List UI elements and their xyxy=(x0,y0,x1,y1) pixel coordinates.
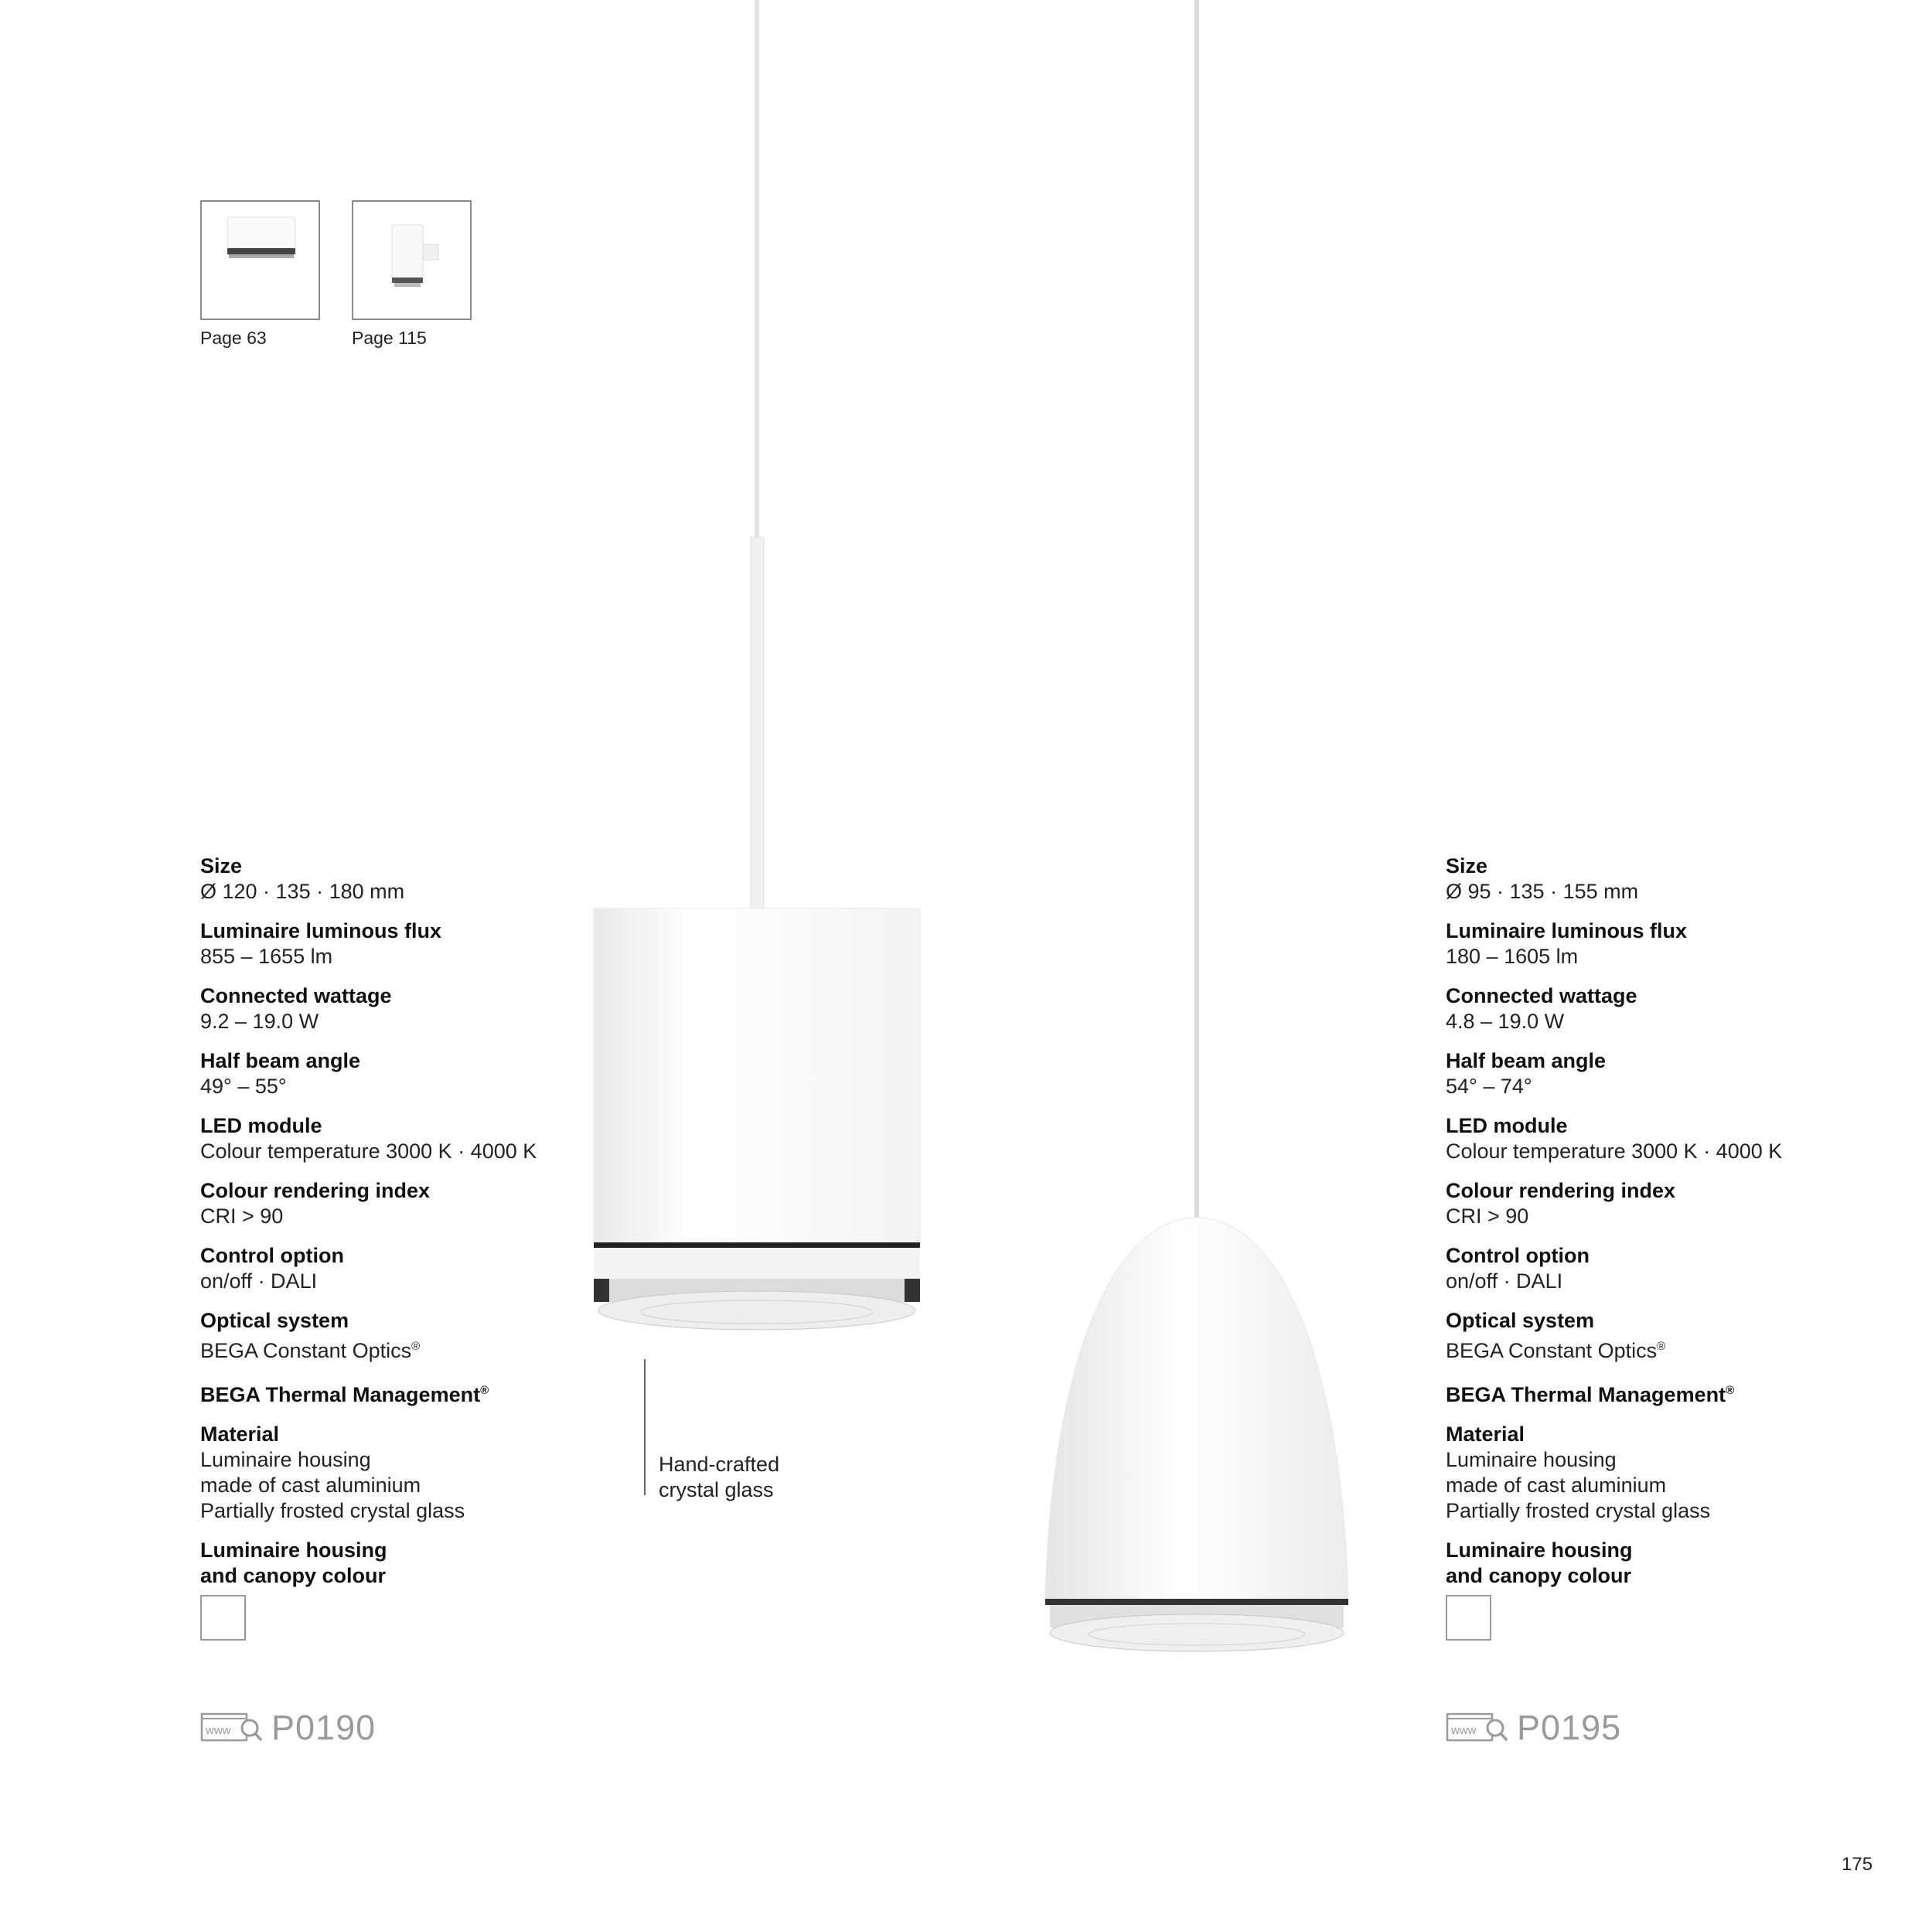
product-code: P0190 xyxy=(271,1708,377,1747)
cylinder-pendant-icon xyxy=(594,0,920,1330)
spec-value: Colour temperature 3000 K · 4000 K xyxy=(200,1140,537,1163)
product-code: P0195 xyxy=(1517,1708,1622,1747)
spec-value: 855 – 1655 lm xyxy=(200,945,333,968)
spec-value: Ø 95 · 135 · 155 mm xyxy=(1446,880,1639,903)
www-search-icon xyxy=(200,1711,264,1745)
svg-text:www: www xyxy=(1451,1724,1477,1737)
spec-heading: Connected wattage xyxy=(1446,984,1637,1007)
spec-value: 54° – 74° xyxy=(1446,1075,1532,1098)
spec-heading: Half beam angle xyxy=(200,1049,361,1072)
spec-heading: Colour rendering index xyxy=(200,1179,431,1202)
spec-value: Luminaire housing made of cast aluminium Partially frosted crystal glass xyxy=(1446,1448,1711,1522)
spec-heading: Luminaire luminous flux xyxy=(200,919,442,942)
thumbnail-label: Page 115 xyxy=(352,328,427,348)
spec-value: 180 – 1605 lm xyxy=(1446,945,1579,968)
wall-luminaire-thumbnail-icon xyxy=(353,202,470,319)
spec-heading: BEGA Thermal Management® xyxy=(1446,1383,1735,1406)
spec-heading: Material xyxy=(1446,1423,1525,1446)
spec-heading: BEGA Thermal Management® xyxy=(200,1383,489,1406)
spec-value: 49° – 55° xyxy=(200,1075,287,1098)
product-code-link-p0195[interactable] xyxy=(1446,1705,1621,1751)
spec-value: BEGA Constant Optics® xyxy=(1446,1339,1666,1362)
thumbnail-page-63[interactable] xyxy=(200,200,320,320)
registered-mark: ® xyxy=(480,1384,489,1397)
spec-heading: Control option xyxy=(1446,1244,1590,1267)
dome-pendant-icon xyxy=(1045,0,1348,1651)
spec-heading: Half beam angle xyxy=(1446,1049,1607,1072)
page-number: 175 xyxy=(1842,1854,1873,1875)
thumbnail-page-115[interactable] xyxy=(352,200,472,320)
www-search-icon xyxy=(1446,1711,1509,1745)
spec-heading: Control option xyxy=(200,1244,344,1267)
spec-value: Ø 120 · 135 · 180 mm xyxy=(200,880,405,903)
annotation-leader-line xyxy=(644,1359,646,1495)
spec-value: 9.2 – 19.0 W xyxy=(200,1010,319,1033)
product-code-link-p0190[interactable] xyxy=(200,1705,376,1751)
spec-value: CRI > 90 xyxy=(200,1205,284,1228)
spec-value: Colour temperature 3000 K · 4000 K xyxy=(1446,1140,1783,1163)
ceiling-luminaire-thumbnail-icon xyxy=(202,202,319,319)
spec-heading: LED module xyxy=(200,1114,322,1137)
thumbnail-label: Page 63 xyxy=(200,328,267,348)
product-specs-p0190 xyxy=(200,854,633,1654)
spec-heading: Luminaire luminous flux xyxy=(1446,919,1688,942)
registered-mark: ® xyxy=(1726,1384,1735,1397)
spec-value: 4.8 – 19.0 W xyxy=(1446,1010,1565,1033)
spec-value: CRI > 90 xyxy=(1446,1205,1529,1228)
spec-heading: Optical system xyxy=(200,1309,349,1332)
spec-heading: Colour rendering index xyxy=(1446,1179,1676,1202)
spec-heading: Material xyxy=(200,1423,280,1446)
registered-mark: ® xyxy=(1657,1340,1666,1353)
colour-swatch-white[interactable] xyxy=(1446,1595,1491,1641)
svg-text:www: www xyxy=(206,1724,231,1737)
spec-heading: Size xyxy=(200,854,243,877)
product-specs-p0195 xyxy=(1446,854,1879,1654)
spec-heading: Connected wattage xyxy=(200,984,392,1007)
registered-mark: ® xyxy=(411,1340,421,1353)
spec-heading: Size xyxy=(1446,854,1488,877)
colour-swatch-white[interactable] xyxy=(200,1595,246,1641)
spec-value: Luminaire housing made of cast aluminium Partially frosted crystal glass xyxy=(200,1448,465,1522)
spec-value: on/off · DALI xyxy=(1446,1269,1563,1293)
spec-value: BEGA Constant Optics® xyxy=(200,1339,421,1362)
pendant-luminaires-illustration xyxy=(572,0,1392,1670)
glass-annotation: Hand-crafted crystal glass xyxy=(659,1453,780,1501)
spec-heading: Luminaire housing and canopy colour xyxy=(1446,1538,1633,1587)
spec-heading: LED module xyxy=(1446,1114,1568,1137)
spec-heading: Luminaire housing and canopy colour xyxy=(200,1538,387,1587)
spec-heading: Optical system xyxy=(1446,1309,1595,1332)
spec-value: on/off · DALI xyxy=(200,1269,318,1293)
